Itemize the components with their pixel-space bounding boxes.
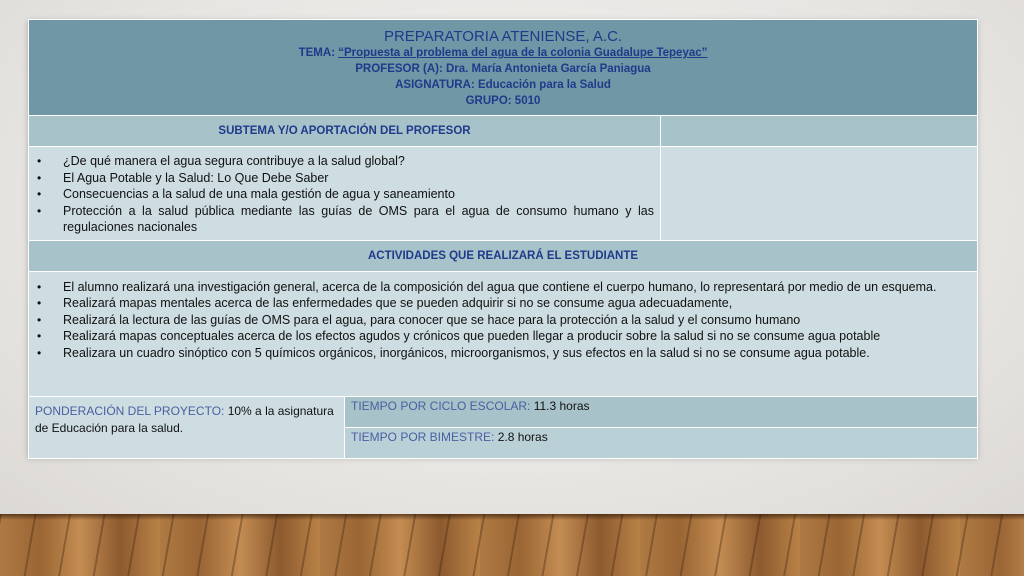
bimestre-value: 2.8 horas [494,429,548,444]
list-item: • Realizará mapas mentales acerca de las enfermedades que se pueden adquirir si no se consume agua adecuadamente, [63,295,971,312]
profesor-line: PROFESOR (A): Dra. María Antonieta García Paniagua [355,63,651,75]
asignatura-line: ASIGNATURA: Educación para la Salud [395,79,611,91]
subtema-heading-empty [661,116,978,147]
subtema-heading: SUBTEMA Y/O APORTACIÓN DEL PROFESOR [29,116,661,147]
tema-line [29,45,977,61]
ponderacion-cell [29,396,345,458]
table-header [29,20,978,116]
actividades-list [29,272,977,366]
subtema-cell [29,147,661,241]
bimestre-cell [345,427,978,458]
tema-value: “Propuesta al problema del agua de la colonia Guadalupe Tepeyac” [338,47,708,59]
list-item: • El Agua Potable y la Salud: Lo Que Debe Saber [63,170,654,187]
actividades-heading: ACTIVIDADES QUE REALIZARÁ EL ESTUDIANTE [29,240,978,271]
actividades-cell [29,271,978,396]
list-item: • Protección a la salud pública mediante las guías de OMS para el agua de consumo humano y las regulaciones nacionales [63,203,654,236]
project-table [28,19,978,459]
ponderacion-label: PONDERACIÓN DEL PROYECTO: [35,403,225,418]
ciclo-value: 11.3 horas [530,398,590,413]
ponderacion-value: 10% a la asignatura de Educación para la salud. [35,403,334,435]
list-item: • Realizará la lectura de las guías de OMS para el agua, para conocer que se hace para la protección a la salud y el consumo humano [63,312,971,329]
list-item: • ¿De qué manera el agua segura contribuye a la salud global? [63,153,654,170]
bimestre-label: TIEMPO POR BIMESTRE: [351,429,495,444]
school-name: PREPARATORIA ATENIENSE, A.C. [383,28,623,45]
list-item: • El alumno realizará una investigación general, acerca de la composición del agua que contiene el cuerpo humano, lo representará por medio de un esquema. [63,279,971,296]
tema-label: TEMA: [298,47,339,59]
ciclo-label: TIEMPO POR CICLO ESCOLAR: [351,398,531,413]
project-table-card [28,19,977,456]
subtema-list [29,147,660,240]
grupo-line: GRUPO: 5010 [465,95,541,107]
list-item: • Realizara un cuadro sinóptico con 5 químicos orgánicos, inorgánicos, microorganismos, y sus efectos en la salud si no se consume agua potable. [63,345,971,362]
ciclo-cell [345,396,978,427]
list-item: • Consecuencias a la salud de una mala gestión de agua y saneamiento [63,186,654,203]
subtema-empty-cell [661,147,978,241]
list-item: • Realizará mapas conceptuales acerca de los efectos agudos y crónicos que pueden llegar a producir sobre la salud si no se consume agua potable [63,328,971,345]
wood-floor [0,514,1024,576]
